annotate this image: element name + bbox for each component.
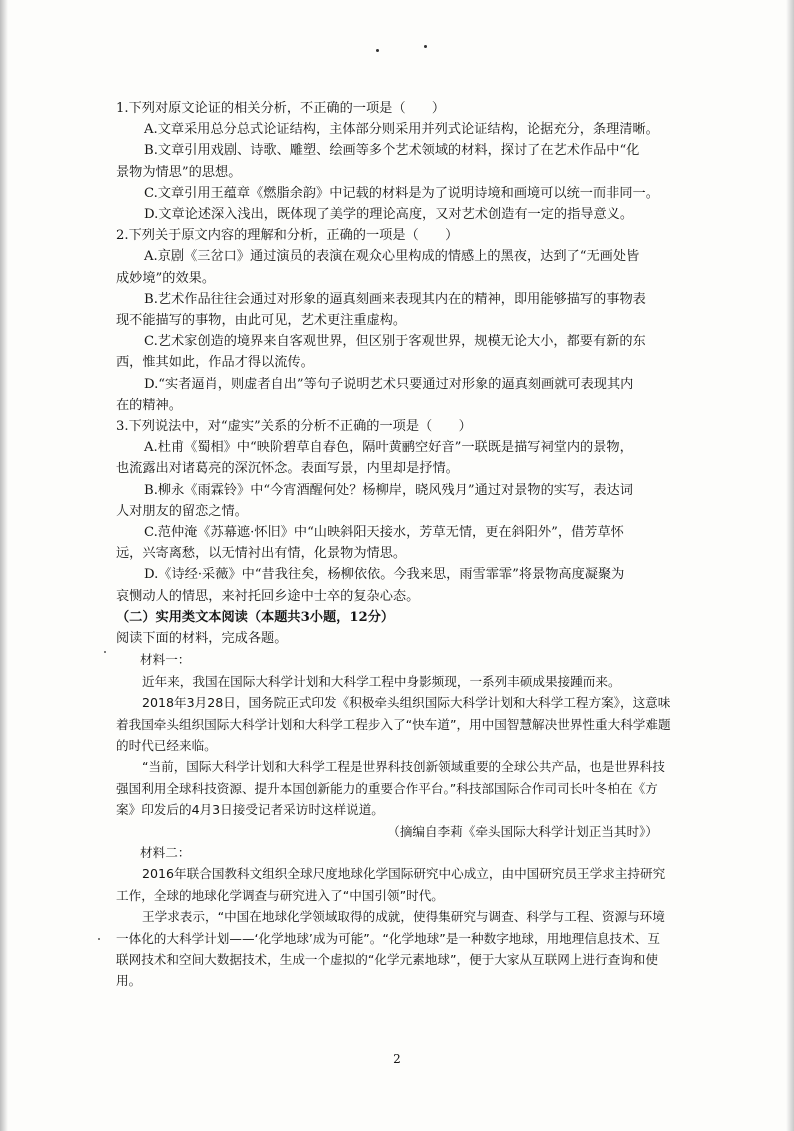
question-1-stem: 1.下列对原文论证的相关分析，不正确的一项是（ ） [116, 101, 446, 116]
material-1-paragraph: “当前，国际大科学计划和大科学工程是世界科技创新领域重要的全球公共产品，也是世界科技强国利用全球科技资源、提升本国创新能力的重要合作平台。”科技部国际合作司司长叶冬柏在《方案》印发后的4月3日接受记者采访时这样说道。 [116, 759, 665, 818]
scan-speck [104, 651, 106, 653]
question-3-option-b: B.柳永《雨霖铃》中“今宵酒醒何处？杨柳岸，晓风残月”通过对景物的实写，表达词 [144, 482, 633, 498]
question-3-option-d-cont: 哀恻动人的情思，来衬托回乡途中士卒的复杂心态。 [116, 588, 420, 604]
scan-dot [376, 49, 379, 52]
question-3-option-d: D.《诗经·采薇》中“昔我往矣，杨柳依依。今我来思，雨雪霏霏”将景物高度凝聚为 [144, 567, 625, 583]
material-1-paragraph: 近年来，我国在国际大科学计划和大科学工程中身影频现，一系列丰硕成果接踵而来。 [142, 673, 621, 689]
material-1-source: （摘编自李莉《牵头国际大科学计划正当其时》） [387, 823, 658, 839]
material-2-label: 材料二： [140, 844, 191, 860]
question-2-option-b: B.艺术作品往往会通过对形象的逼真刻画来表现其内在的精神，即用能够描写的事物表 [144, 291, 646, 307]
question-2-option-c-cont: 西，惟其如此，作品才得以流传。 [116, 355, 314, 371]
exam-content [116, 98, 672, 992]
question-2-option-b-cont: 现不能描写的事物，由此可见，艺术更注重虚构。 [116, 313, 407, 329]
material-1-paragraph: 2018年3月28日，国务院正式印发《积极牵头组织国际大科学计划和大科学工程方案》，这意味着我国牵头组织国际大科学计划和大科学工程步入了“快车道”，用中国智慧解决世界性重大科学难题的时代已经来临。 [116, 695, 671, 753]
question-3-option-a-cont: 也流露出对诸葛亮的深沉怀念。表面写景，内里却是抒情。 [116, 461, 459, 477]
page-number: 2 [393, 1052, 401, 1066]
question-1-option-d: D.文章论述深入浅出，既体现了美学的理论高度，又对艺术创造有一定的指导意义。 [144, 207, 634, 223]
question-1-option-b: B.文章引用戏剧、诗歌、雕塑、绘画等多个艺术领域的材料，探讨了在艺术作品中“化 [144, 143, 640, 159]
reading-instruction: 阅读下面的材料，完成各题。 [116, 631, 288, 647]
question-1-option-c: C.文章引用王蕴章《燃脂余韵》中记载的材料是为了说明诗境和画境可以统一而非同一。 [144, 185, 659, 201]
material-2-paragraph: 王学求表示，“中国在地球化学领域取得的成就，使得集研究与调查、科学与工程、资源与环境一体化的大科学计划——‘化学地球’成为可能”。“化学地球”是一种数字地球，用地理信息技术、互联网技术和空间大数据技术，生成一个虚拟的“化学元素地球”，便于大家从互联网上进行查询和使用。 [116, 909, 665, 989]
question-2-option-d-cont: 在的精神。 [116, 397, 182, 413]
question-1-option-a: A.文章采用总分总式论证结构，主体部分则采用并列式论证结构，论据充分，条理清晰。 [144, 122, 659, 138]
question-2-option-c: C.艺术家创造的境界来自客观世界，但区别于客观世界，规模无论大小，都要有新的东 [144, 334, 646, 350]
materials [116, 649, 672, 992]
question-3-stem: 3.下列说法中，对“虚实”关系的分析不正确的一项是（ ） [116, 419, 472, 435]
question-1-option-b-cont: 景物为情思”的思想。 [116, 164, 242, 180]
question-2-option-a-cont: 成妙境”的效果。 [116, 270, 216, 286]
scan-edge-shadow-left [0, 0, 8, 1131]
question-2-option-a: A.京剧《三岔口》通过演员的表演在观众心里构成的情感上的黑夜，达到了“无画处皆 [144, 249, 640, 265]
question-3-option-b-cont: 人对朋友的留恋之情。 [116, 503, 248, 519]
question-3-option-c: C.范仲淹《苏幕遮·怀旧》中“山映斜阳天接水，芳草无情，更在斜阳外”，借芳草怀 [144, 525, 624, 541]
scan-speck [98, 938, 100, 940]
scan-dot [424, 45, 427, 48]
question-2-option-d: D.“实者逼肖，则虚者自出”等句子说明艺术只要通过对形象的逼真刻画就可表现其内 [144, 376, 634, 392]
material-1-label: 材料一： [140, 652, 191, 668]
question-2-stem: 2.下列关于原文内容的理解和分析，正确的一项是（ ） [116, 228, 459, 244]
question-3-option-c-cont: 远，兴寄离愁，以无情衬出有情，化景物为情思。 [116, 546, 407, 562]
section-title: （二）实用类文本阅读（本题共3小题，12分） [116, 609, 395, 625]
scan-edge-shadow-right [786, 0, 794, 1131]
material-2-paragraph: 2016年联合国教科文组织全球尺度地球化学国际研究中心成立，由中国研究员王学求主持研究工作，全球的地球化学调查与研究进入了“中国引领”时代。 [116, 866, 666, 903]
question-3-option-a: A.杜甫《蜀相》中“映阶碧草自春色，隔叶黄鹂空好音”一联既是描写祠堂内的景物， [144, 440, 633, 456]
